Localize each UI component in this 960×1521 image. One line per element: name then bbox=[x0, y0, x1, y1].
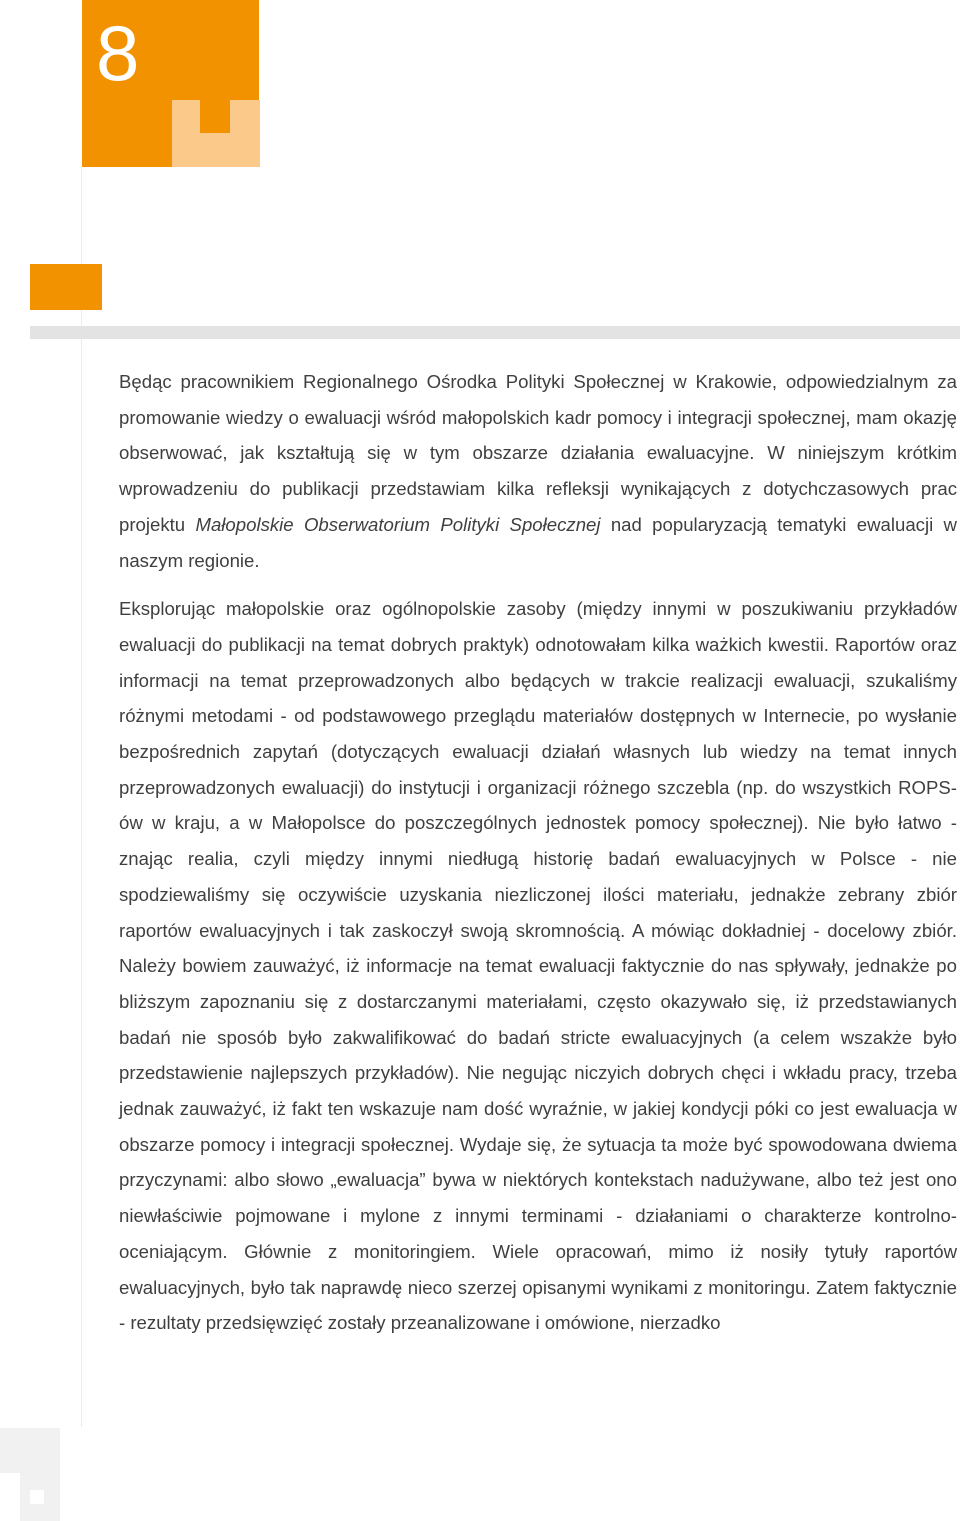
decorative-square-dark bbox=[200, 100, 230, 133]
project-name: Małopolskie Obserwatorium Polityki Społecznej bbox=[195, 513, 601, 535]
corner-decoration-dot bbox=[30, 1490, 44, 1504]
paragraph-findings: Eksplorując małopolskie oraz ogólnopolskie zasoby (między innymi w poszukiwaniu przykładów ewaluacji do publikacji na temat dobrych praktyk) odnotowałam kilka ważkich kwestii. Raportów oraz informacji na temat przeprowadzonych albo będących w trakcie realizacji ewaluacji, szukaliśmy różnymi metodami - od podstawowego przeglądu materiałów dostępnych w Internecie, po wysłanie bezpośrednich zapytań (dotyczących ewaluacji działań własnych lub wiedzy na temat innych przeprowadzonych ewaluacji) do instytucji i organizacji różnego szczebla (np. do wszystkich ROPS-ów w kraju, a w Małopolsce do poszczególnych jednostek pomocy społecznej). Nie było łatwo - znając realia, czyli między innymi niedługą historię badań ewaluacyjnych w Polsce - nie spodziewaliśmy się oczywiście uzyskania niezliczonej ilości materiału, jednakże zebrany zbiór raportów ewaluacyjnych i tak zaskoczył swoją skromnością. A mówiąc dokładniej - docelowy zbiór. Należy bowiem zauważyć, iż informacje na temat ewaluacji faktycznie do nas spływały, jednakże po bliższym zapoznaniu się z dostarczanymi materiałami, często okazywało się, iż przedstawianych badań nie sposób było zakwalifikować do badań stricte ewaluacyjnych (a celem wszakże było przedstawienie najlepszych przykładów). Nie negując niczyich dobrych chęci i wkładu pracy, trzeba jednak zauważyć, iż fakt ten wskazuje nam dość wyraźnie, w jakiej kondycji póki co jest ewaluacja w obszarze pomocy i integracji społecznej. Wydaje się, że sytuacja ta może być spowodowana dwiema przyczynami: albo słowo „ewaluacja” bywa w niektórych kontekstach nadużywane, albo też jest ono niewłaściwie pojmowane i mylone z innymi terminami - działaniami o charakterze kontrolno-oceniającym. Głównie z monitoringiem. Wiele opracowań, mimo iż nosiły tytuły raportów ewaluacyjnych, było tak naprawdę nieco szerzej opisanymi wynikami z monitoringu. Zatem faktycznie - rezultaty przedsięwzięć zostały przeanalizowane i omówione, nierzadko bbox=[119, 598, 957, 1334]
paragraph-intro bbox=[119, 364, 957, 578]
paragraph-intro-text: Będąc pracownikiem Regionalnego Ośrodka Polityki Społecznej w Krakowie, odpowiedzialnym za promowanie wiedzy o ewaluacji wśród małopolskich kadr pomocy i integracji społecznej, mam okazję obserwować, jak kształtują się w tym obszarze działania ewaluacyjne. W niniejszym krótkim wprowadzeniu do publikacji przedstawiam kilka refleksji wynikających z dotychczasowych prac projektu bbox=[119, 371, 957, 535]
paragraph-intro-end: nad popularyzacją tematyki ewaluacji w naszym regionie. bbox=[119, 513, 957, 571]
body-text bbox=[119, 364, 957, 1341]
page-number: 8 bbox=[96, 9, 139, 97]
margin-line bbox=[81, 167, 82, 1427]
corner-decoration-cut bbox=[0, 1473, 20, 1521]
section-marker bbox=[30, 264, 102, 310]
section-divider bbox=[30, 326, 960, 339]
